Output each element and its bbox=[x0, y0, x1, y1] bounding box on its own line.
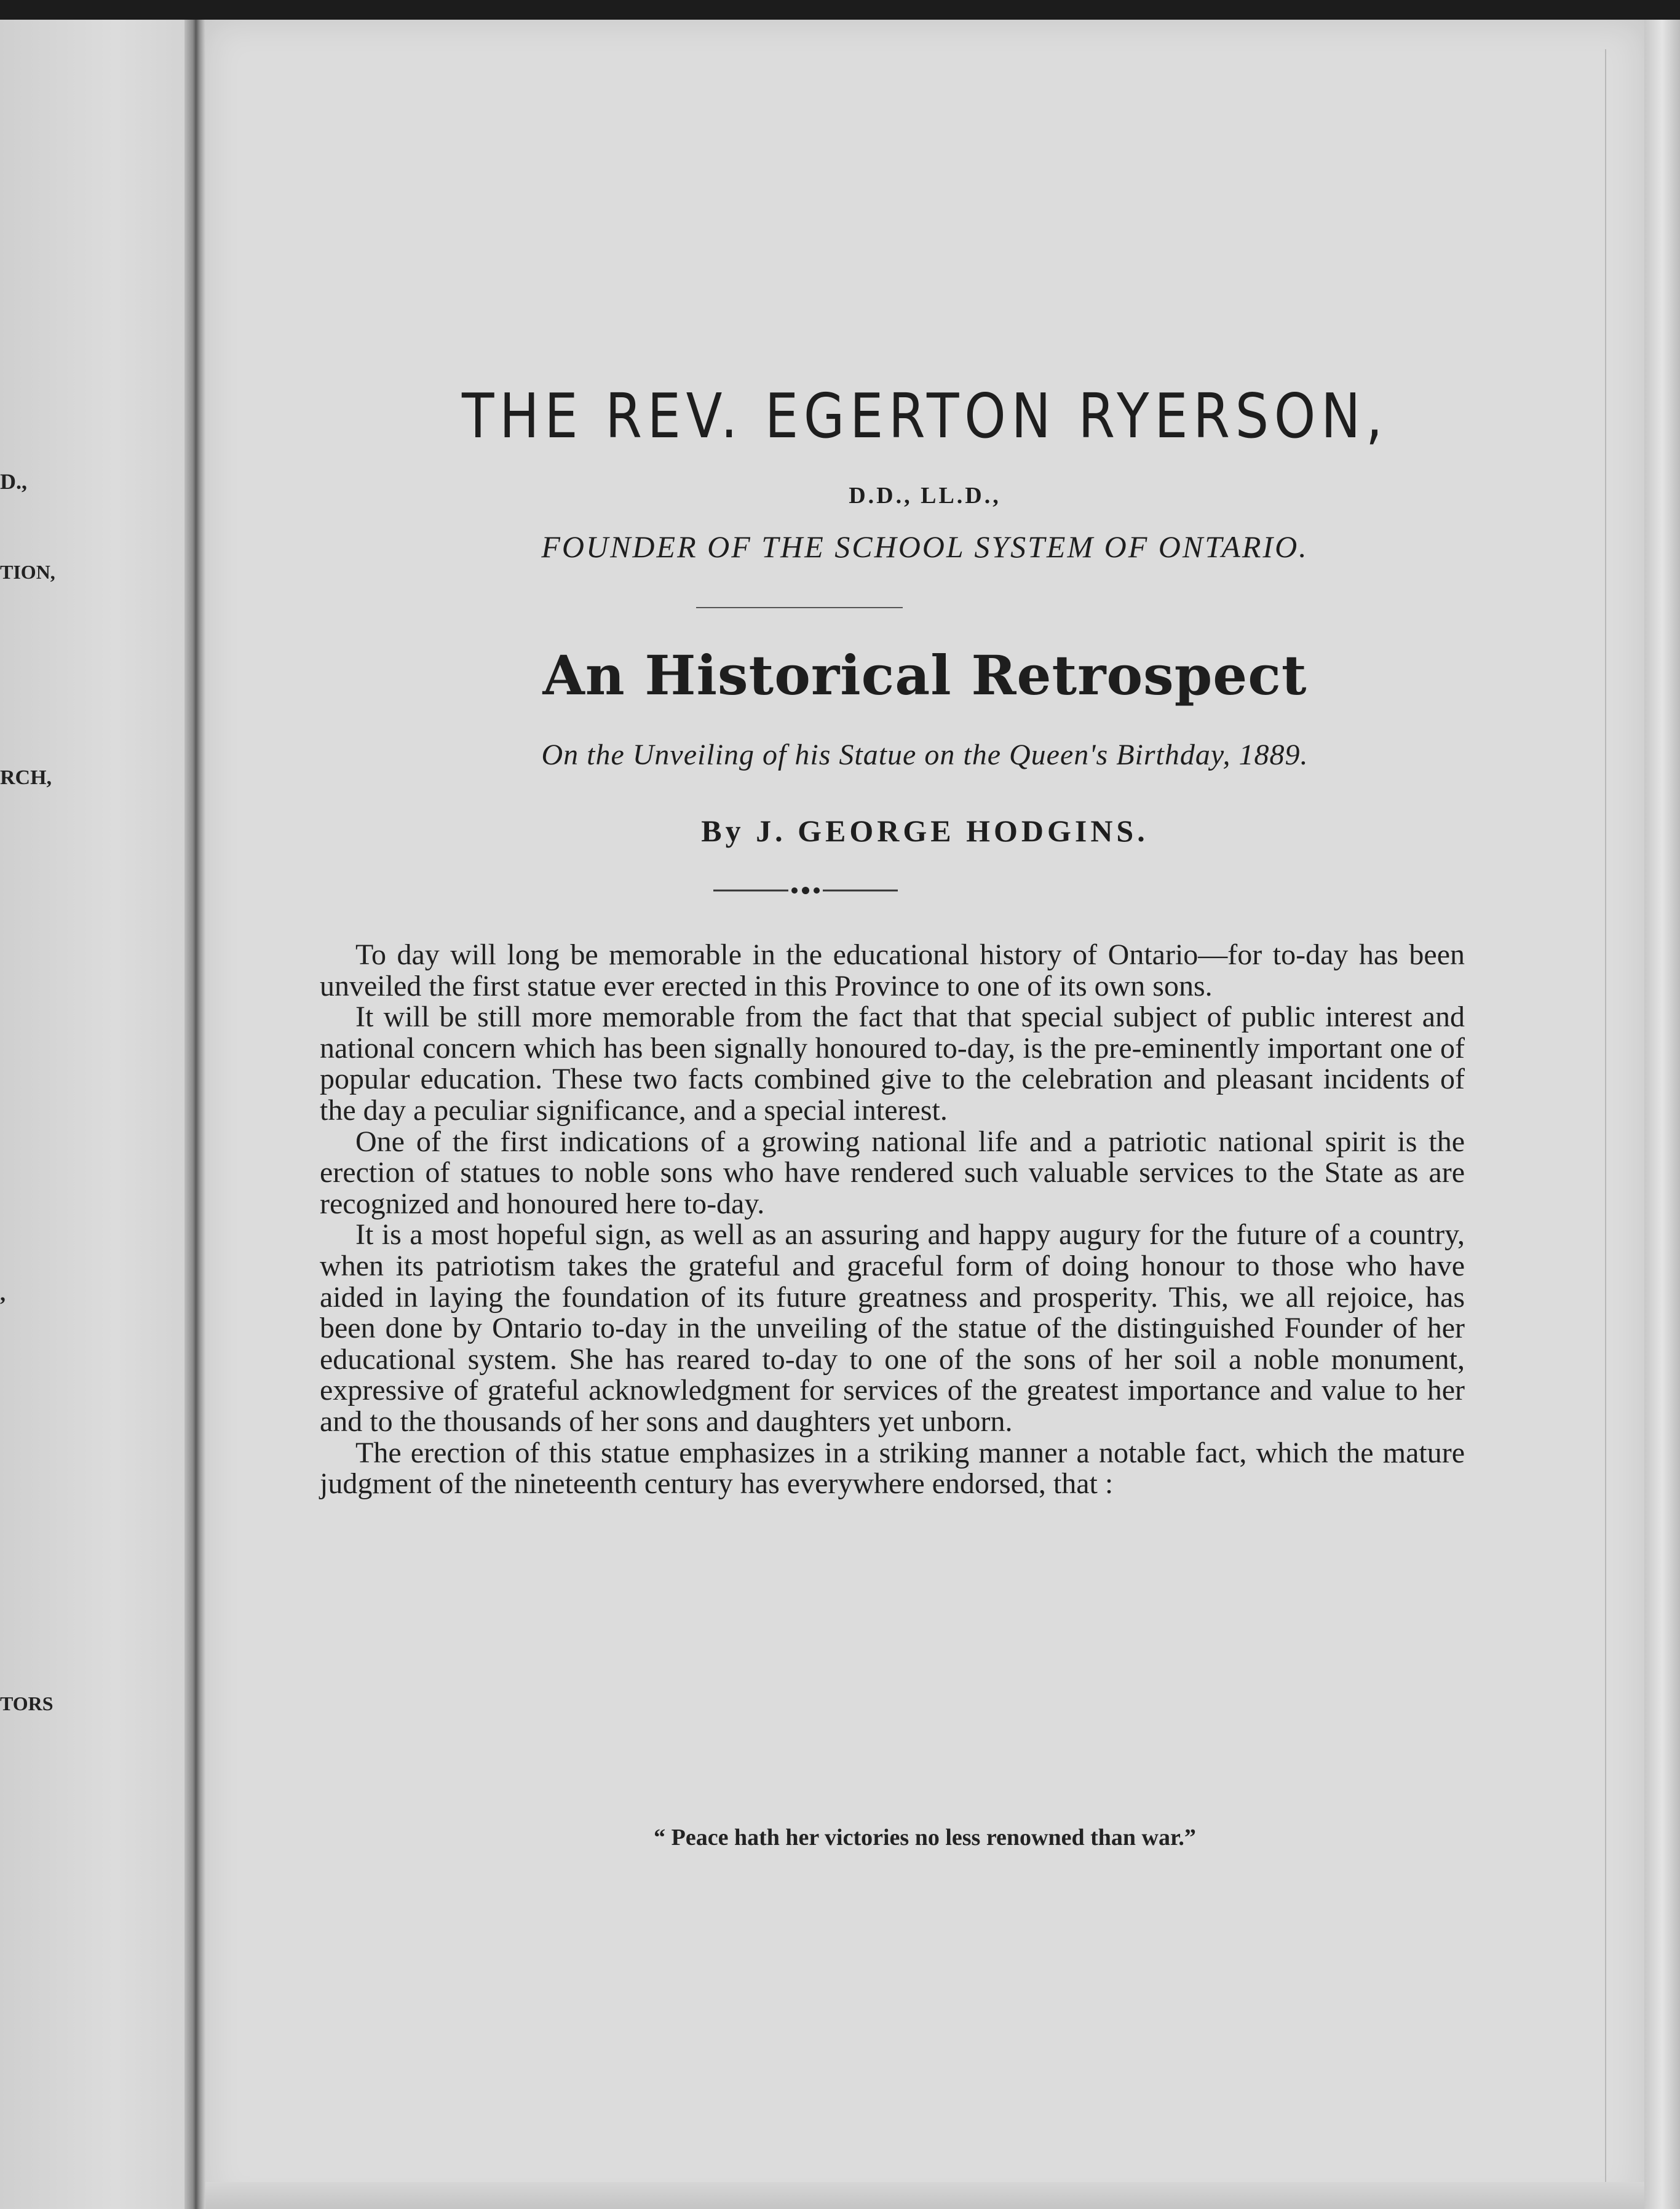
page-frame-line bbox=[1605, 49, 1606, 2189]
degrees-line: D.D., LL.D., bbox=[849, 483, 1001, 509]
section-heading: An Historical Retrospect bbox=[542, 643, 1307, 707]
page-bottom-edge bbox=[205, 2182, 1644, 2209]
left-page-fragment: , bbox=[0, 1281, 6, 1306]
body-paragraph: The erection of this statue emphasizes in a striking manner a notable fact, which the mature judgment of the nineteenth century has everywhere endorsed, that : bbox=[320, 1436, 1465, 1501]
closing-quotation: “ Peace hath her victories no less renowned than war.” bbox=[654, 1825, 1196, 1850]
left-page-fragment: TION, bbox=[0, 561, 55, 583]
left-page-fragment: D., bbox=[0, 469, 27, 494]
body-paragraph: One of the first indications of a growing national life and a patriotic national spirit is the erection of statues to noble sons who have rendered such valuable services to the State as are recognized and honoured here to-day. bbox=[320, 1125, 1465, 1220]
body-paragraph: It will be still more memorable from the fact that that special subject of public interest and national concern which has been signally honoured to-day, is the pre-eminently important one of popular education. These two facts combined give to the celebration and pleasant incidents of the day a peculiar significance, and a special interest. bbox=[320, 1001, 1465, 1127]
author-byline: By J. GEORGE HODGINS. bbox=[701, 814, 1149, 848]
left-page-fragment: TORS bbox=[0, 1692, 53, 1715]
page-title: THE REV. EGERTON RYERSON, bbox=[462, 380, 1388, 452]
subtitle: FOUNDER OF THE SCHOOL SYSTEM OF ONTARIO. bbox=[541, 529, 1309, 564]
facing-page-left bbox=[0, 20, 192, 2209]
left-page-fragment: RCH, bbox=[0, 766, 52, 789]
article-body bbox=[320, 940, 1465, 1500]
occasion-line: On the Unveiling of his Statue on the Queen's Birthday, 1889. bbox=[541, 739, 1309, 771]
book-gutter bbox=[184, 20, 205, 2209]
body-paragraph: To day will long be memorable in the educational history of Ontario—for to-day has been unveiled the first statue ever erected in this Province to one of its own sons. bbox=[320, 938, 1465, 1002]
page-edge-right bbox=[1644, 20, 1680, 2209]
document-page bbox=[205, 20, 1644, 2209]
body-paragraph: It is a most hopeful sign, as well as an assuring and happy augury for the future of a country, when its patriotism takes the grateful and graceful form of doing honour to those who have aided in laying the foundation of its future greatness and prosperity. This, we all rejoice, has been done by Ontario to-day in the unveiling of the statue of the distinguished Founder of her educational system. She has reared to-day to one of the sons of her soil a noble monument, expressive of grateful acknowledgment for services of the greatest importance and value to her and to the thousands of her sons and daughters yet unborn. bbox=[320, 1218, 1465, 1438]
ornament-divider bbox=[713, 883, 898, 898]
divider-rule bbox=[696, 607, 903, 608]
